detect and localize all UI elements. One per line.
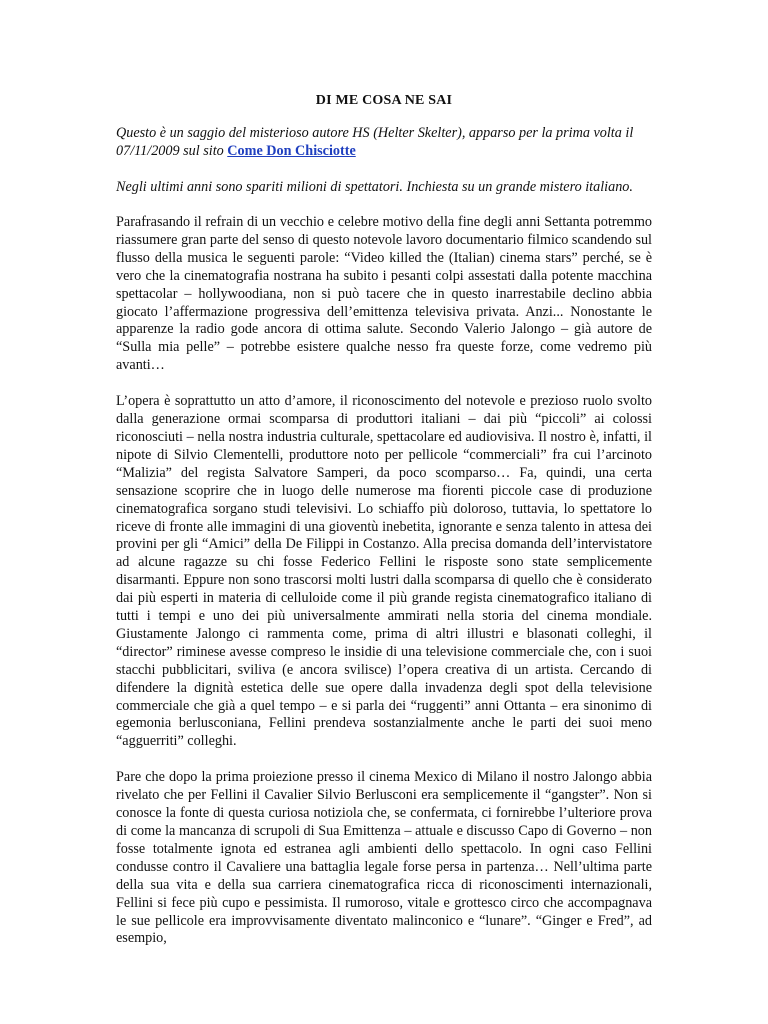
document-title: DI ME COSA NE SAI	[315, 93, 453, 108]
subtitle-paragraph: Negli ultimi anni sono spariti milioni di spettatori. Inchiesta su un grande mistero italiano.	[116, 179, 633, 195]
body-paragraph-2: L’opera è soprattutto un atto d’amore, il riconoscimento del notevole e prezioso ruolo svolto dalla generazione ormai scomparsa di produttori italiani – dai più “piccoli” ai colossi riconosciuti – nella nostra industria culturale, spettacolare ed audiovisiva. Il nostro è, infatti, il nipote di Silvio Clementelli, produttore noto per pellicole “commerciali” fra cui l’arcinoto “Malizia” del regista Salvatore Samperi, da poco scomparso… Fa, quindi, una certa sensazione scoprire che in luogo delle numerose ma fiorenti piccole case di produzione cinematografica sorgano studi televisivi. Lo schiaffo più doloroso, tuttavia, lo spettatore lo riceve di fronte alle immagini di una gioventù inebetita, ignorante e senza talento in attesa dei provini per gli “Amici” della De Filippi in Costanzo. Alla precisa domanda dell’intervistatore ad alcune ragazze su chi fosse Federico Fellini le risposte sono state semplicemente disarmanti. Eppure non sono trascorsi molti lustri dalla scomparsa di quello che è considerato dai più esperti in materia di celluloide come il più grande regista cinematografico italiano di tutti i tempi e uno dei più universalmente ammirati nella storia del cinema mondiale. Giustamente Jalongo ci rammenta come, prima di altri illustri e blasonati colleghi, il “director” riminese avesse compreso le insidie di una televisione commerciale che, con i suoi stacchi pubblicitari, sviliva (e ancora svilisce) l’opera creativa di un artista. Cercando di difendere la dignità estetica delle sue opere dalla invadenza degli spot della televisione commerciale che già a quel tempo – e si parla dei “ruggenti” anni Ottanta – era sinonimo di egemonia berlusconiana, Fellini prendeva sostanzialmente anche le parti dei suoi meno “agguerriti” colleghi.	[116, 393, 652, 750]
body-paragraph-3: Pare che dopo la prima proiezione presso il cinema Mexico di Milano il nostro Jalongo abbia rivelato che per Fellini il Cavalier Silvio Berlusconi era semplicemente il “gangster”. Non si conosce la fonte di questa curiosa notiziola che, se confermata, ci fornirebbe l’ulteriore prova di come la mancanza di scrupoli di Sua Emittenza – attuale e discusso Capo di Governo – non fosse totalmente ignota ed estranea agli ambienti dello spettacolo. In ogni caso Fellini condusse contro il Cavaliere una battaglia legale forse persa in partenza… Nell’ultima parte della sua vita e della sua carriera cinematografica ricca di riconoscimenti internazionali, Fellini si fece più cupo e pessimista. Il rumoroso, vitale e grottesco circo che accompagnava le sue pellicole era improvvisamente diventato malinconico e “lunare”. “Ginger e Fred”, ad esempio,	[116, 769, 652, 947]
source-site-link[interactable]: Come Don Chisciotte	[227, 143, 356, 159]
body-paragraph-1: Parafrasando il refrain di un vecchio e celebre motivo della fine degli anni Settanta potremmo riassumere gran parte del senso di questo notevole lavoro documentario filmico scandendo sul flusso della musica le seguenti parole: “Video killed the (Italian) cinema stars” perché, se è vero che la cinematografia nostrana ha subito i pesanti colpi assestati dalla potente macchina spettacolar – hollywoodiana, non si può tacere che in questo inarrestabile declino abbia giocato l’affermazione progressiva dell’emittenza televisiva privata. Anzi... Nonostante le apparenze la radio gode ancora di ottima salute. Secondo Valerio Jalongo – già autore de “Sulla mia pelle” – potrebbe esistere qualche nesso fra queste forze, come vedremo più avanti…	[116, 214, 652, 374]
document-page	[116, 92, 652, 966]
intro-text: Questo è un saggio del misterioso autore HS (Helter Skelter), apparso per la prima volta il 07/11/2009 sul sito	[116, 125, 634, 159]
intro-paragraph	[116, 124, 652, 160]
